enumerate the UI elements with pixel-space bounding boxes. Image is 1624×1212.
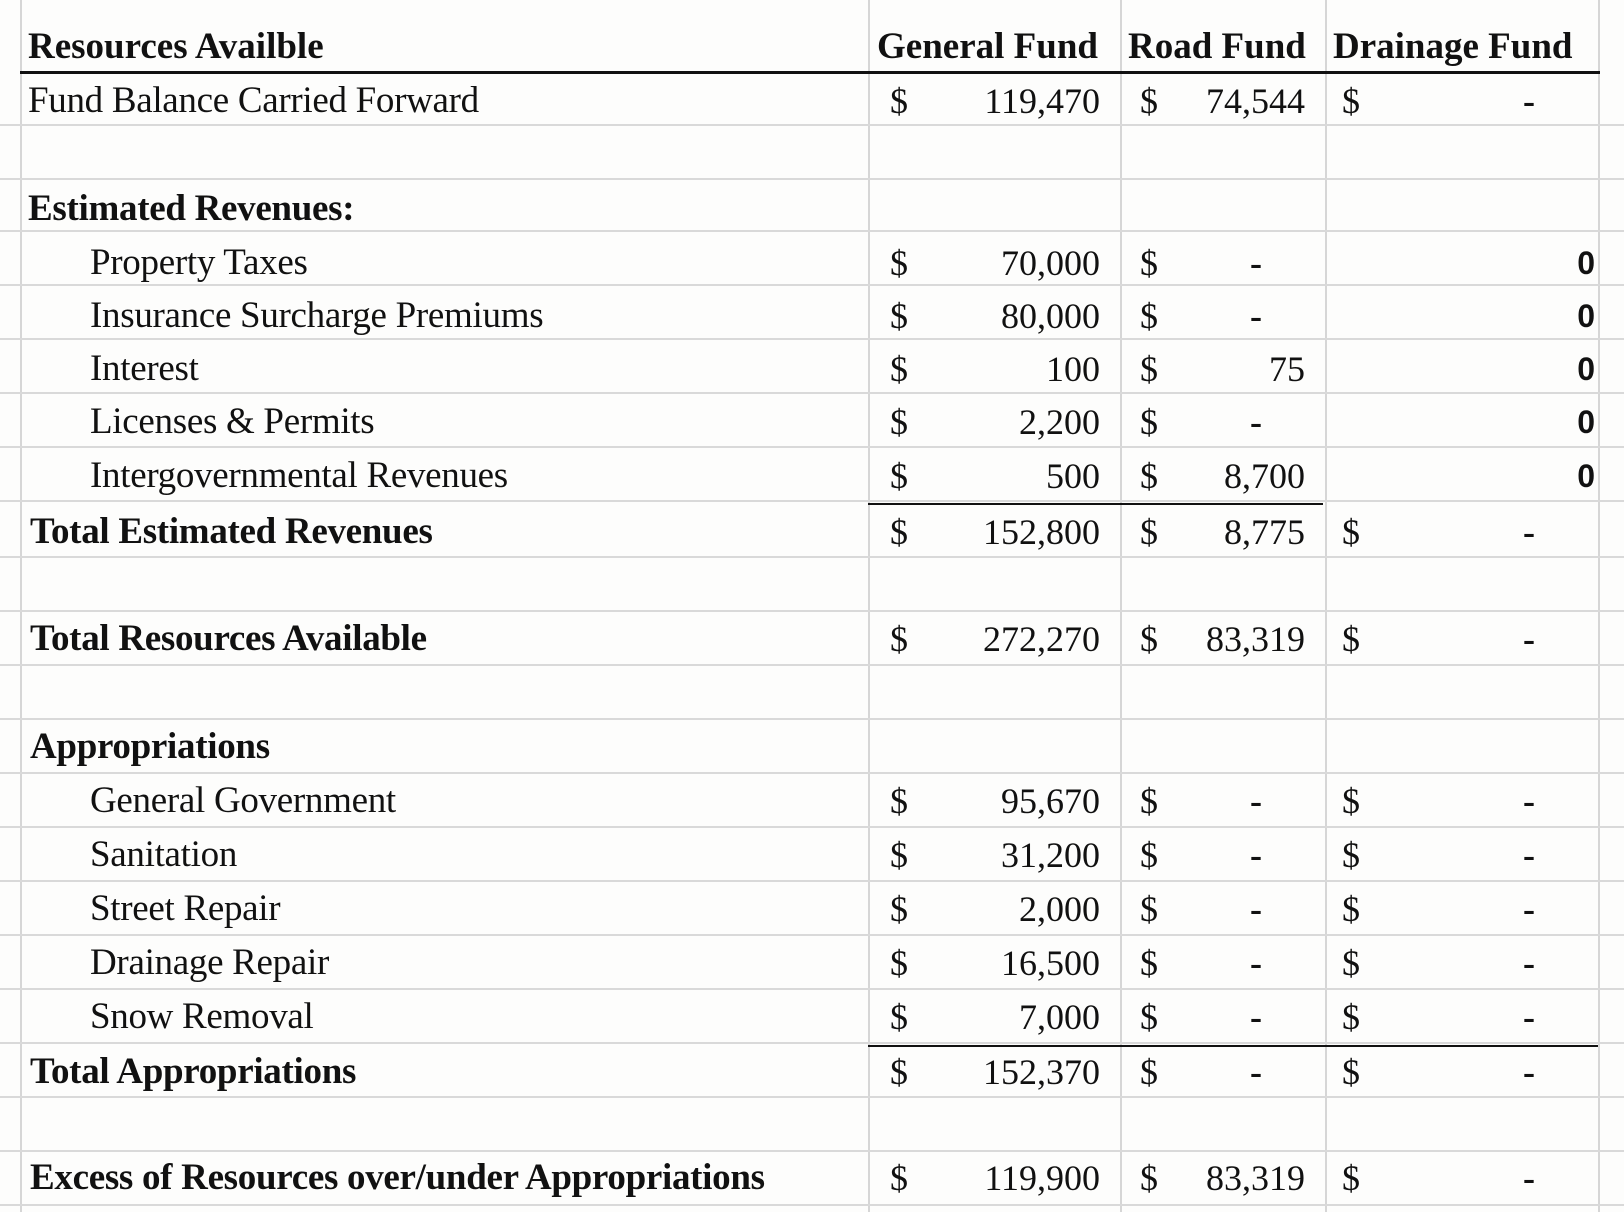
section-heading-label: Estimated Revenues: — [28, 188, 355, 229]
dollar-sign: $ — [1140, 619, 1158, 659]
drainage-fund-value: - — [1523, 1052, 1535, 1092]
dollar-sign: $ — [1140, 81, 1158, 121]
road-fund-value: - — [1250, 1052, 1262, 1092]
general-fund-value: 70,000 — [1001, 243, 1100, 283]
dollar-sign: $ — [1342, 781, 1360, 821]
header-general-fund: General Fund — [877, 26, 1098, 67]
dollar-sign: $ — [1140, 243, 1158, 283]
general-fund-value: 2,200 — [1019, 402, 1100, 442]
header-row — [0, 20, 1624, 74]
total-row — [0, 1045, 1624, 1099]
dollar-sign: $ — [890, 943, 908, 983]
dollar-sign: $ — [890, 1052, 908, 1092]
dollar-sign: $ — [1342, 81, 1360, 121]
road-fund-value: - — [1250, 997, 1262, 1037]
dollar-sign: $ — [890, 296, 908, 336]
drainage-fund-value: - — [1523, 943, 1535, 983]
row-label: Property Taxes — [90, 242, 308, 283]
dollar-sign: $ — [1140, 296, 1158, 336]
row-label: General Government — [90, 780, 396, 821]
table-row — [0, 774, 1624, 828]
drainage-fund-value: 0 — [1577, 245, 1595, 281]
road-fund-value: 8,700 — [1224, 456, 1305, 496]
dollar-sign: $ — [1342, 835, 1360, 875]
table-row — [0, 395, 1624, 449]
dollar-sign: $ — [1140, 889, 1158, 929]
drainage-fund-value: - — [1523, 835, 1535, 875]
general-fund-value: 95,670 — [1001, 781, 1100, 821]
dollar-sign: $ — [890, 997, 908, 1037]
general-fund-value: 272,270 — [983, 619, 1100, 659]
dollar-sign: $ — [1342, 512, 1360, 552]
road-fund-value: - — [1250, 296, 1262, 336]
row-label: Sanitation — [90, 834, 238, 875]
drainage-fund-value: - — [1523, 81, 1535, 121]
general-fund-value: 31,200 — [1001, 835, 1100, 875]
general-fund-value: 2,000 — [1019, 889, 1100, 929]
dollar-sign: $ — [890, 781, 908, 821]
drainage-fund-value: 0 — [1577, 351, 1595, 387]
dollar-sign: $ — [1140, 512, 1158, 552]
header-road-fund: Road Fund — [1128, 26, 1306, 67]
row-label: Total Resources Available — [30, 618, 427, 659]
dollar-sign: $ — [1342, 943, 1360, 983]
dollar-sign: $ — [1140, 835, 1158, 875]
table-row — [0, 74, 1624, 128]
dollar-sign: $ — [890, 1158, 908, 1198]
row-label: Street Repair — [90, 888, 281, 929]
general-fund-value: 152,800 — [983, 512, 1100, 552]
table-row — [0, 289, 1624, 343]
road-fund-value: 83,319 — [1206, 619, 1305, 659]
dollar-sign: $ — [890, 81, 908, 121]
road-fund-value: - — [1250, 243, 1262, 283]
row-label: Snow Removal — [90, 996, 314, 1037]
section-heading — [0, 720, 1624, 774]
road-fund-value: 75 — [1269, 349, 1305, 389]
dollar-sign: $ — [1140, 402, 1158, 442]
row-label: Insurance Surcharge Premiums — [90, 295, 544, 336]
dollar-sign: $ — [1140, 349, 1158, 389]
dollar-sign: $ — [1140, 943, 1158, 983]
general-fund-value: 119,470 — [984, 81, 1100, 121]
general-fund-value: 16,500 — [1001, 943, 1100, 983]
table-row — [0, 236, 1624, 290]
drainage-fund-value: - — [1523, 1158, 1535, 1198]
dollar-sign: $ — [890, 889, 908, 929]
drainage-fund-value: - — [1523, 619, 1535, 659]
drainage-fund-value: 0 — [1577, 458, 1595, 494]
row-label: Excess of Resources over/under Appropriations — [30, 1157, 765, 1198]
dollar-sign: $ — [890, 349, 908, 389]
drainage-fund-value: 0 — [1577, 404, 1595, 440]
dollar-sign: $ — [1140, 456, 1158, 496]
header-resources: Resources Availble — [28, 26, 324, 67]
row-label: Drainage Repair — [90, 942, 329, 983]
dollar-sign: $ — [890, 512, 908, 552]
general-fund-value: 7,000 — [1019, 997, 1100, 1037]
dollar-sign: $ — [890, 619, 908, 659]
total-row — [0, 505, 1624, 559]
drainage-fund-value: 0 — [1577, 298, 1595, 334]
road-fund-value: 74,544 — [1206, 81, 1305, 121]
general-fund-value: 119,900 — [984, 1158, 1100, 1198]
road-fund-value: 8,775 — [1224, 512, 1305, 552]
row-label: Total Appropriations — [30, 1051, 357, 1092]
total-row — [0, 612, 1624, 666]
road-fund-value: - — [1250, 781, 1262, 821]
dollar-sign: $ — [1140, 1158, 1158, 1198]
table-row — [0, 449, 1624, 503]
row-label: Total Estimated Revenues — [30, 511, 433, 552]
road-fund-value: - — [1250, 835, 1262, 875]
dollar-sign: $ — [1140, 997, 1158, 1037]
general-fund-value: 100 — [1046, 349, 1100, 389]
general-fund-value: 500 — [1046, 456, 1100, 496]
dollar-sign: $ — [890, 456, 908, 496]
table-row — [0, 990, 1624, 1044]
row-label: Interest — [90, 348, 199, 389]
table-row — [0, 342, 1624, 396]
dollar-sign: $ — [1342, 889, 1360, 929]
row-label: Intergovernmental Revenues — [90, 455, 508, 496]
road-fund-value: - — [1250, 943, 1262, 983]
dollar-sign: $ — [1140, 1052, 1158, 1092]
section-heading — [0, 182, 1624, 236]
header-drainage-fund: Drainage Fund — [1333, 26, 1573, 67]
road-fund-value: - — [1250, 402, 1262, 442]
table-row — [0, 936, 1624, 990]
table-row — [0, 882, 1624, 936]
drainage-fund-value: - — [1523, 997, 1535, 1037]
dollar-sign: $ — [1342, 997, 1360, 1037]
total-row — [0, 1151, 1624, 1205]
dollar-sign: $ — [1342, 1052, 1360, 1092]
dollar-sign: $ — [890, 835, 908, 875]
general-fund-value: 152,370 — [983, 1052, 1100, 1092]
dollar-sign: $ — [1342, 619, 1360, 659]
road-fund-value: 83,319 — [1206, 1158, 1305, 1198]
section-heading-label: Appropriations — [30, 726, 270, 767]
dollar-sign: $ — [890, 402, 908, 442]
general-fund-value: 80,000 — [1001, 296, 1100, 336]
drainage-fund-value: - — [1523, 889, 1535, 929]
row-label: Licenses & Permits — [90, 401, 375, 442]
drainage-fund-value: - — [1523, 512, 1535, 552]
drainage-fund-value: - — [1523, 781, 1535, 821]
dollar-sign: $ — [890, 243, 908, 283]
row-label: Fund Balance Carried Forward — [28, 80, 479, 121]
dollar-sign: $ — [1140, 781, 1158, 821]
table-row — [0, 828, 1624, 882]
road-fund-value: - — [1250, 889, 1262, 929]
dollar-sign: $ — [1342, 1158, 1360, 1198]
